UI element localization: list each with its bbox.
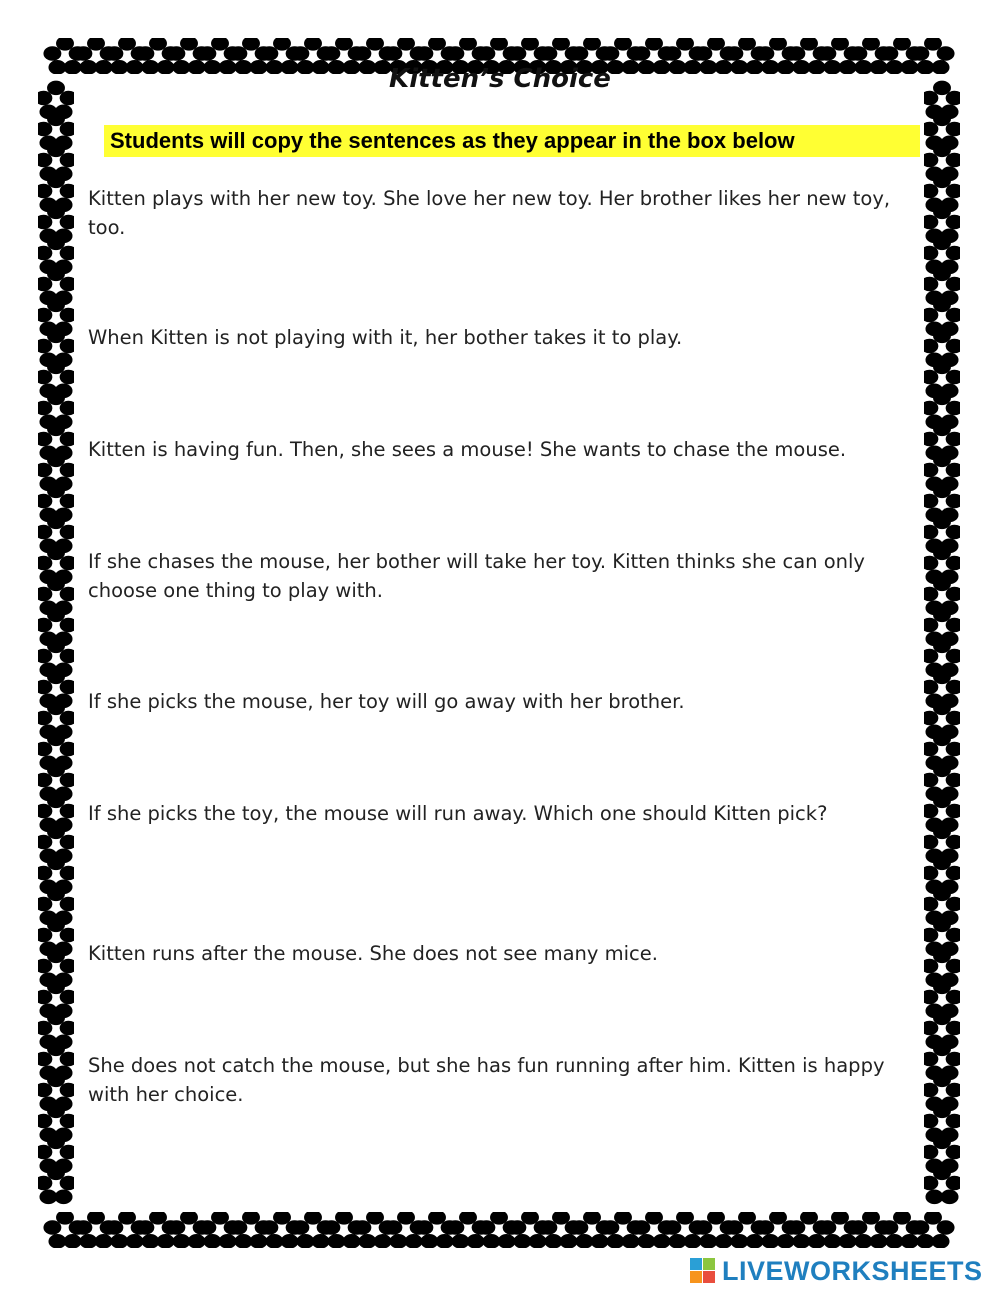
worksheet-title: Kitten’s Choice <box>389 64 611 94</box>
flower-border-right <box>924 74 960 1212</box>
flower-border-bottom <box>38 1212 960 1248</box>
flower-ornament-icon <box>911 1212 954 1248</box>
liveworksheets-brand-text: LIVEWORKSHEETS <box>722 1255 983 1286</box>
paragraph-4: If she chases the mouse, her bother will take her toy. Kitten thinks she can only choose one thing to play with. <box>88 550 865 602</box>
paragraph-8: She does not catch the mouse, but she has fun running after him. Kitten is happy with her choice. <box>88 1054 885 1106</box>
flower-border-left <box>38 74 74 1212</box>
paragraph-3: Kitten is having fun. Then, she sees a mouse! She wants to chase the mouse. <box>88 438 847 461</box>
liveworksheets-logo[interactable] <box>690 1256 995 1286</box>
paragraph-5: If she picks the mouse, her toy will go away with her brother. <box>88 690 685 713</box>
paragraph-2: When Kitten is not playing with it, her bother takes it to play. <box>88 326 683 349</box>
liveworksheets-logo-icon <box>690 1258 716 1284</box>
paragraph-7: Kitten runs after the mouse. She does not see many mice. <box>88 942 658 965</box>
paragraph-6: If she picks the toy, the mouse will run away. Which one should Kitten pick? <box>88 802 828 825</box>
paragraph-1: Kitten plays with her new toy. She love her new toy. Her brother likes her new toy, too. <box>88 187 891 239</box>
instructions-banner: Students will copy the sentences as they appear in the box below <box>104 125 920 157</box>
